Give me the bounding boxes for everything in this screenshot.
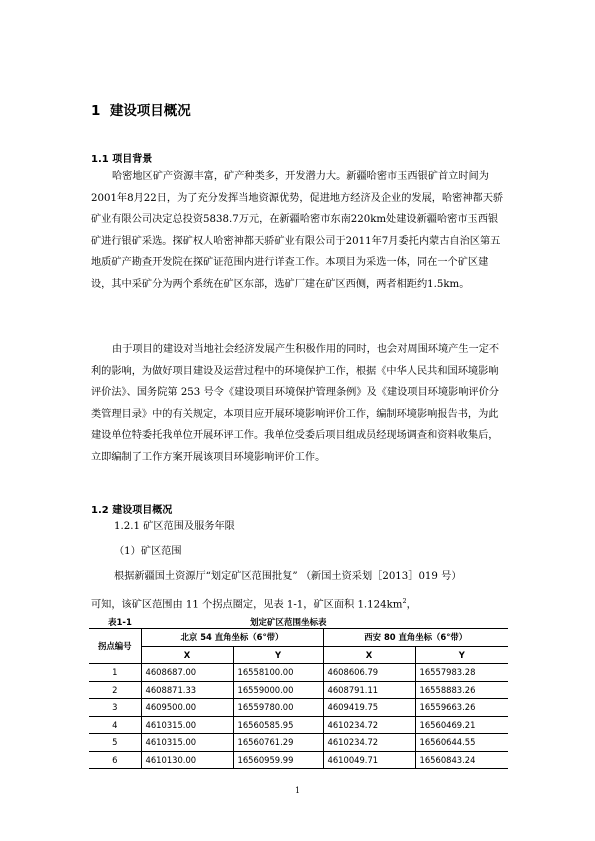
table-row [89, 716, 508, 734]
subsection-heading-1-2-1: 1.2.1 矿区范围及服务年限 [114, 521, 235, 532]
cell-xa80-x: 4610049.71 [323, 751, 415, 769]
cell-bj54-y: 16558100.00 [233, 664, 323, 682]
item-heading-mine-range: （1）矿区范围 [114, 546, 182, 557]
cell-bj54-x: 4610130.00 [141, 751, 233, 769]
cell-point: 1 [89, 664, 141, 682]
table-row [89, 681, 508, 699]
cell-bj54-x: 4609500.00 [141, 699, 233, 717]
header-xian80: 西安 80 直角坐标（6°带） [323, 629, 508, 647]
cell-xa80-y: 16560469.21 [415, 716, 508, 734]
table-row [89, 664, 508, 682]
header-beijing54-x: X [141, 646, 233, 664]
table-row [89, 699, 508, 717]
cell-xa80-y: 16560644.55 [415, 734, 508, 752]
paragraph-eia-basis: 由于项目的建设对当地社会经济发展产生积极作用的同时，也会对周围环境产生一定不利的影响，为做好项目建设及运营过程中的环境保护工作，根据《中华人民共和国环境影响评价法》、国务院第 253 号令《建设项目环境保护管理条例》及《建设项目环境影响评价分类管理目录》中的有关规定，本项目应开展环境影响评价工作，编制环境影响报告书，为此建设单位特委托我单位开展环评工作。我单位受委后项目组成员经现场调查和资料收集后，立即编制了工作方案开展该项目环境影响评价工作。 [91, 344, 500, 463]
paragraph-mine-range-line1: 根据新疆国土资源厅“划定矿区范围批复” （新国土资采划［2013］019 号） [114, 571, 462, 582]
table-label: 表1-1 [108, 618, 132, 628]
page-number: 1 [294, 786, 301, 795]
cell-bj54-y: 16560585.95 [233, 716, 323, 734]
mine-coordinates-table [89, 628, 508, 769]
cell-bj54-x: 4610315.00 [141, 734, 233, 752]
cell-point: 4 [89, 716, 141, 734]
cell-bj54-y: 16559780.00 [233, 699, 323, 717]
cell-bj54-x: 4608687.00 [141, 664, 233, 682]
cell-bj54-x: 4610315.00 [141, 716, 233, 734]
cell-bj54-y: 16560959.99 [233, 751, 323, 769]
mine-range-text: 可知，该矿区范围由 11 个拐点圈定，见表 1-1，矿区面积 1.124km [91, 599, 403, 611]
cell-bj54-y: 16559000.00 [233, 681, 323, 699]
mine-range-end: ， [406, 599, 417, 611]
paragraph-mine-range-line2 [91, 594, 417, 612]
header-xian80-y: Y [415, 646, 508, 664]
table-header-row-1 [89, 629, 508, 647]
cell-point: 2 [89, 681, 141, 699]
table-header-row-2 [89, 646, 508, 664]
section-heading-1-1: 1.1 项目背景 [91, 154, 153, 165]
cell-point: 5 [89, 734, 141, 752]
cell-xa80-x: 4610234.72 [323, 734, 415, 752]
cell-xa80-y: 16560843.24 [415, 751, 508, 769]
chapter-title: 建设项目概况 [109, 103, 191, 119]
cell-point: 3 [89, 699, 141, 717]
paragraph-project-background: 哈密地区矿产资源丰富，矿产种类多，开发潜力大。新疆哈密市玉西银矿首立时间为2001年8月22日，为了充分发挥当地资源优势，促进地方经济及企业的发展，哈密神都天骄矿业有限公司决定总投资5838.7万元，在新疆哈密市东南220km处建设新疆哈密市玉西银矿进行银矿采选。探矿权人哈密神都天骄矿业有限公司于2011年7月委托内蒙古自治区第五地质矿产勘查开发院在探矿证范围内进行详查工作。本项目为采选一体，同在一个矿区建设，其中采矿分为两个系统在矿区东部，选矿厂建在矿区西侧，两者相距约1.5km。 [91, 171, 504, 290]
section-heading-1-2: 1.2 建设项目概况 [91, 505, 173, 516]
cell-xa80-y: 16558883.26 [415, 681, 508, 699]
header-point-number: 拐点编号 [89, 629, 141, 664]
cell-xa80-x: 4608791.11 [323, 681, 415, 699]
header-beijing54: 北京 54 直角坐标（6°带） [141, 629, 323, 647]
cell-point: 6 [89, 751, 141, 769]
cell-bj54-x: 4608871.33 [141, 681, 233, 699]
cell-xa80-x: 4609419.75 [323, 699, 415, 717]
chapter-number: 1 [91, 103, 101, 119]
cell-xa80-x: 4610234.72 [323, 716, 415, 734]
cell-xa80-x: 4608606.79 [323, 664, 415, 682]
cell-xa80-y: 16559663.26 [415, 699, 508, 717]
header-beijing54-y: Y [233, 646, 323, 664]
chapter-heading [91, 99, 191, 119]
cell-xa80-y: 16557983.28 [415, 664, 508, 682]
table-row [89, 734, 508, 752]
header-xian80-x: X [323, 646, 415, 664]
superscript-2: 2 [402, 597, 407, 605]
table-row [89, 751, 508, 769]
table-title: 划定矿区范围坐标表 [250, 618, 327, 628]
cell-bj54-y: 16560761.29 [233, 734, 323, 752]
